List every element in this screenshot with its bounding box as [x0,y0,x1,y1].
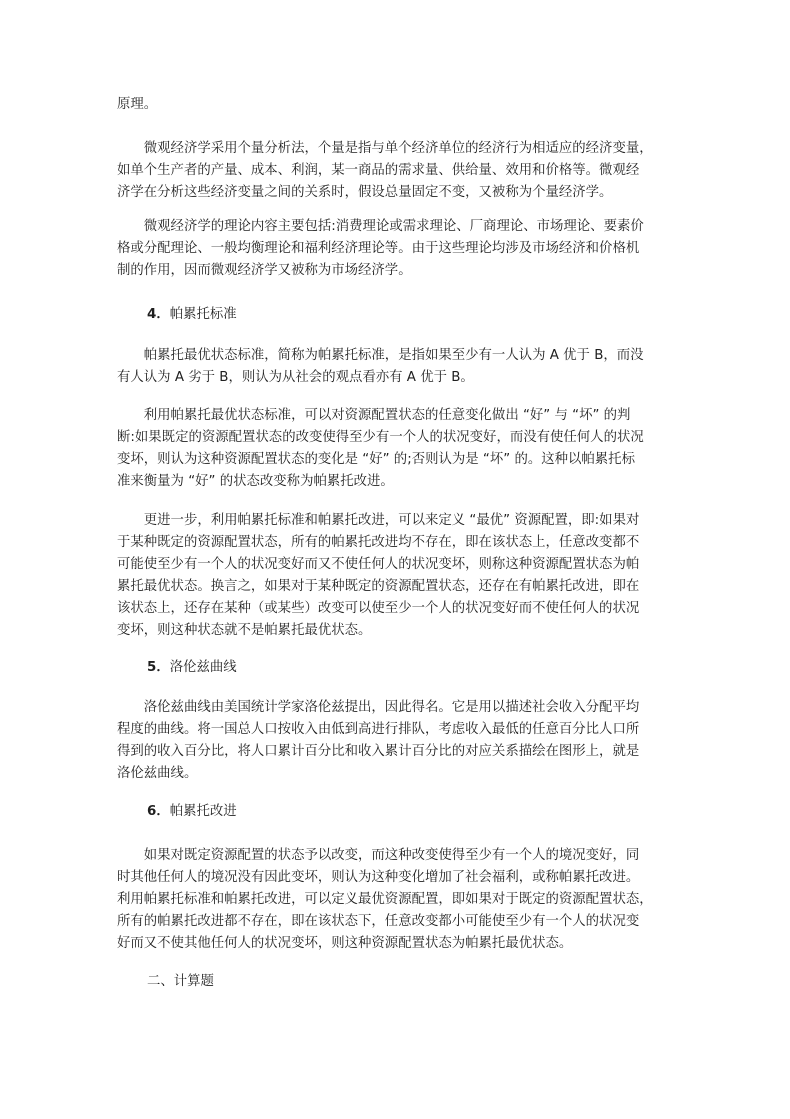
text-line: 如果对既定资源配置的状态予以改变，而这种改变使得至少有一个人的境况变好，同 [117,848,640,863]
text-line: 利用帕累托标准和帕累托改进，可以定义最优资源配置，即如果对于既定的资源配置状态， [117,892,653,907]
text-line: 所有的帕累托改进都不存在，即在该状态下，任意改变都小可能使至少有一个人的状况变 [117,914,640,929]
text-line: 得到的收入百分比，将人口累计百分比和收入累计百分比的对应关系描绘在图形上，就是 [117,744,640,759]
text-line: 格或分配理论、一般均衡理论和福利经济理论等。由于这些理论均涉及市场经济和价格机 [117,241,640,256]
text-line: 更进一步，利用帕累托标准和帕累托改进，可以来定义 “最优” 资源配置，即:如果对 [117,513,640,528]
heading-title: 洛伦兹曲线 [169,660,237,675]
paragraph-pareto-standard [117,345,682,389]
text-line: 制的作用，因而微观经济学又被称为市场经济学。 [117,263,412,278]
text-line: 微观经济学的理论内容主要包括:消费理论或需求理论、厂商理论、市场理论、要素价 [117,219,644,234]
text-line: 程度的曲线。将一国总人口按收入由低到高进行排队，考虑收入最低的任意百分比人口所 [117,722,640,737]
text-line: 时其他任何人的境况没有因此变坏，则认为这种变化增加了社会福利，或称帕累托改进。 [117,870,640,885]
text-line: 济学在分析这些经济变量之间的关系时，假设总量固定不变，又被称为个量经济学。 [117,185,613,200]
paragraph-microeconomics-content [117,216,682,282]
text-line: 洛伦兹曲线由美国统计学家洛伦兹提出，因此得名。它是用以描述社会收入分配平均 [117,700,640,715]
text-line: 变坏，则认为这种资源配置状态的变化是 “好” 的;否则认为是 “坏” 的。这种以帕累托标 [117,452,635,467]
text-line: 有人认为 A 劣于 B，则认为从社会的观点看亦有 A 优于 B。 [117,370,474,385]
text-line: 微观经济学采用个量分析法，个量是指与单个经济单位的经济行为相适应的经济变量， [117,141,653,156]
paragraph-pareto-improvement [117,845,682,955]
paragraph-pareto-judgement [117,405,682,493]
text-line: 如单个生产者的产量、成本、利润，某一商品的需求量、供给量、效用和价格等。微观经 [117,163,640,178]
section-heading-6 [147,801,237,823]
paragraph-pareto-optimal [117,510,682,642]
text-line: 好而又不使其他任何人的状况变坏，则这种资源配置状态为帕累托最优状态。 [117,936,573,951]
heading-number: 4． [147,307,170,322]
text-line: 累托最优状态。换言之，如果对于某种既定的资源配置状态，还存在有帕累托改进，即在 [117,579,640,594]
heading-title: 二、计算题 [147,974,214,989]
paragraph-0 [117,94,682,116]
section-heading-5 [147,657,237,679]
text-line: 该状态上，还存在某种（或某些）改变可以使至少一个人的状况变好而不使任何人的状况 [117,601,640,616]
paragraph-lorenz-curve [117,697,682,785]
text-line: 变坏，则这种状态就不是帕累托最优状态。 [117,623,372,638]
text-line: 洛伦兹曲线。 [117,766,198,781]
heading-number: 5． [147,660,170,675]
text-line: 于某种既定的资源配置状态，所有的帕累托改进均不存在，即在该状态上，任意改变都不 [117,535,640,550]
paragraph-microeconomics-method [117,138,682,204]
heading-number: 6． [147,804,170,819]
heading-title: 帕累托改进 [169,804,237,819]
text-line: 可能使至少有一个人的状况变好而又不使任何人的状况变坏，则称这种资源配置状态为帕 [117,557,640,572]
text-line: 准来衡量为 “好” 的状态改变称为帕累托改进。 [117,474,394,489]
text-line: 帕累托最优状态标准，简称为帕累托标准，是指如果至少有一人认为 A 优于 B，而没 [117,348,644,363]
text-line: 利用帕累托最优状态标准，可以对资源配置状态的任意变化做出 “好” 与 “坏” 的判 [117,408,631,423]
text-line: 原理。 [117,97,158,112]
section-heading-4 [147,304,237,326]
heading-title: 帕累托标准 [169,307,237,322]
text-line: 断:如果既定的资源配置状态的改变使得至少有一个人的状况变好，而没有使任何人的状况 [117,430,644,445]
section-heading-calculation [147,971,214,993]
